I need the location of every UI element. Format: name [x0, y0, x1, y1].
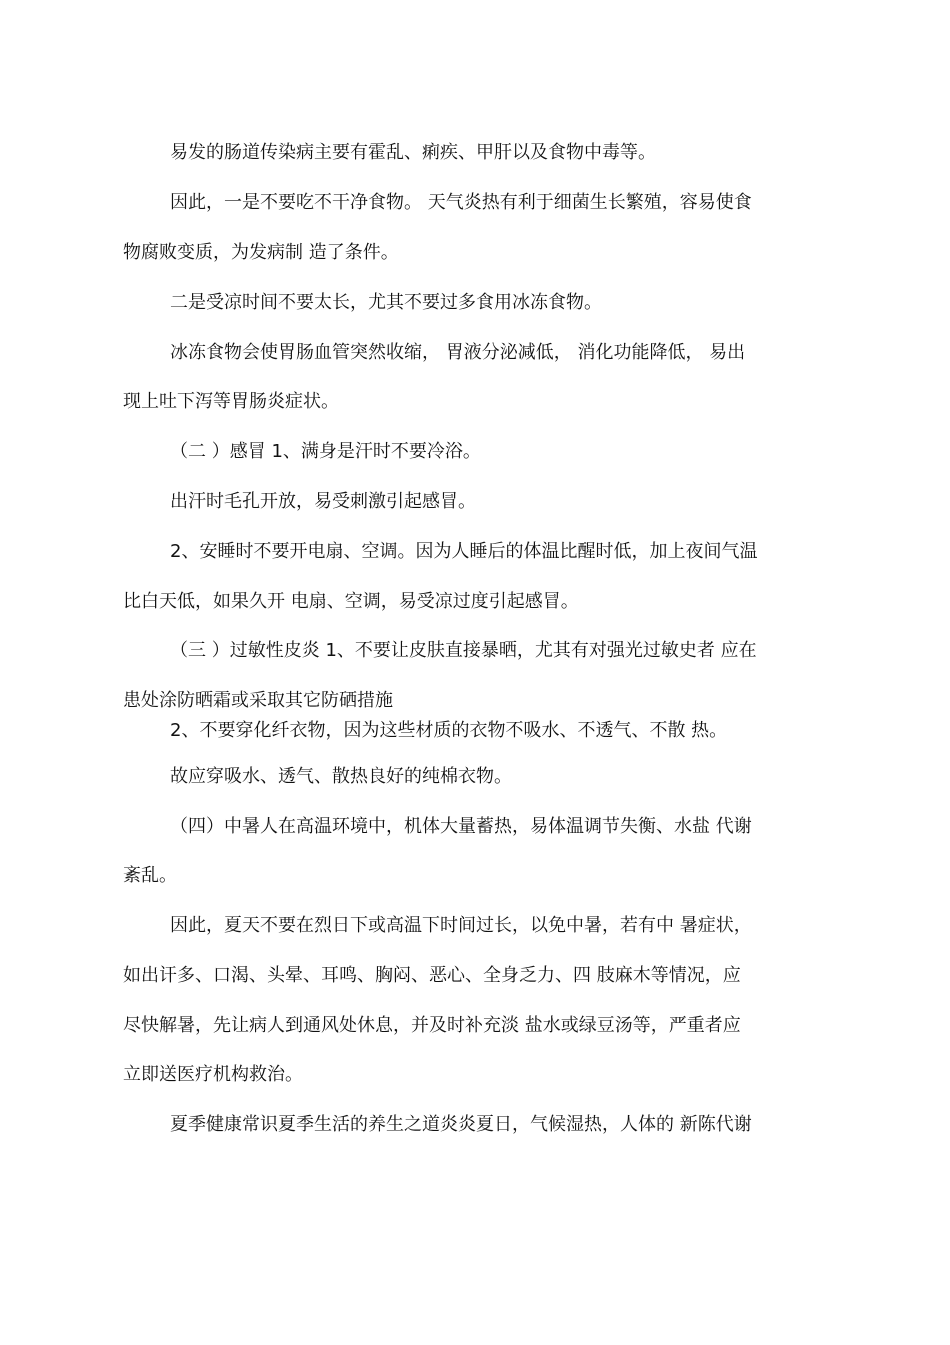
text-line: 2、不要穿化纤衣物，因为这些材质的衣物不吸水、不透气、不散 热。	[170, 720, 728, 741]
text-line: 故应穿吸水、透气、散热良好的纯棉衣物。	[170, 766, 512, 787]
text-line: 易发的肠道传染病主要有霍乱、痢疾、甲肝以及食物中毒等。	[170, 142, 656, 163]
text-line: 出汗时毛孔开放，易受刺激引起感冒。	[170, 491, 476, 512]
text-line: 物腐败变质，为发病制 造了条件。	[123, 242, 399, 263]
text-line: 患处涂防晒霜或采取其它防硒措施	[123, 690, 393, 711]
text-line: 比白天低，如果久开 电扇、空调，易受凉过度引起感冒。	[123, 591, 579, 612]
text-line: （三 ）过敏性皮炎 1、不要让皮肤直接暴晒，尤其有对强光过敏史者 应在	[170, 640, 757, 661]
text-line: （四）中暑人在高温环境中，机体大量蓄热，易体温调节失衡、水盐 代谢	[170, 816, 752, 837]
text-line: 冰冻食物会使胃肠血管突然收缩， 胃液分泌减低， 消化功能降低， 易出	[170, 342, 746, 363]
text-line: 立即送医疗机构救治。	[123, 1064, 303, 1085]
text-line: 现上吐下泻等胃肠炎症状。	[123, 391, 339, 412]
text-line: 如出讦多、口渴、头晕、耳鸣、胸闷、恶心、全身乏力、四 肢麻木等情况，应	[123, 965, 741, 986]
text-line: （二 ）感冒 1、满身是汗时不要冷浴。	[170, 441, 481, 462]
text-line: 因此，夏天不要在烈日下或高温下时间过长，以免中暑，若有中 暑症状，	[170, 915, 752, 936]
text-line: 尽快解暑，先让病人到通风处休息，并及时补充淡 盐水或绿豆汤等，严重者应	[123, 1015, 741, 1036]
text-line: 紊乱。	[123, 865, 177, 886]
text-line: 二是受凉时间不要太长，尤其不要过多食用冰冻食物。	[170, 292, 602, 313]
text-line: 夏季健康常识夏季生活的养生之道炎炎夏日，气候湿热，人体的 新陈代谢	[170, 1114, 752, 1135]
text-line: 因此，一是不要吃不干净食物。 天气炎热有利于细菌生长繁殖，容易使食	[170, 192, 752, 213]
text-line: 2、安睡时不要开电扇、空调。因为人睡后的体温比醒时低，加上夜间气温	[170, 541, 758, 562]
